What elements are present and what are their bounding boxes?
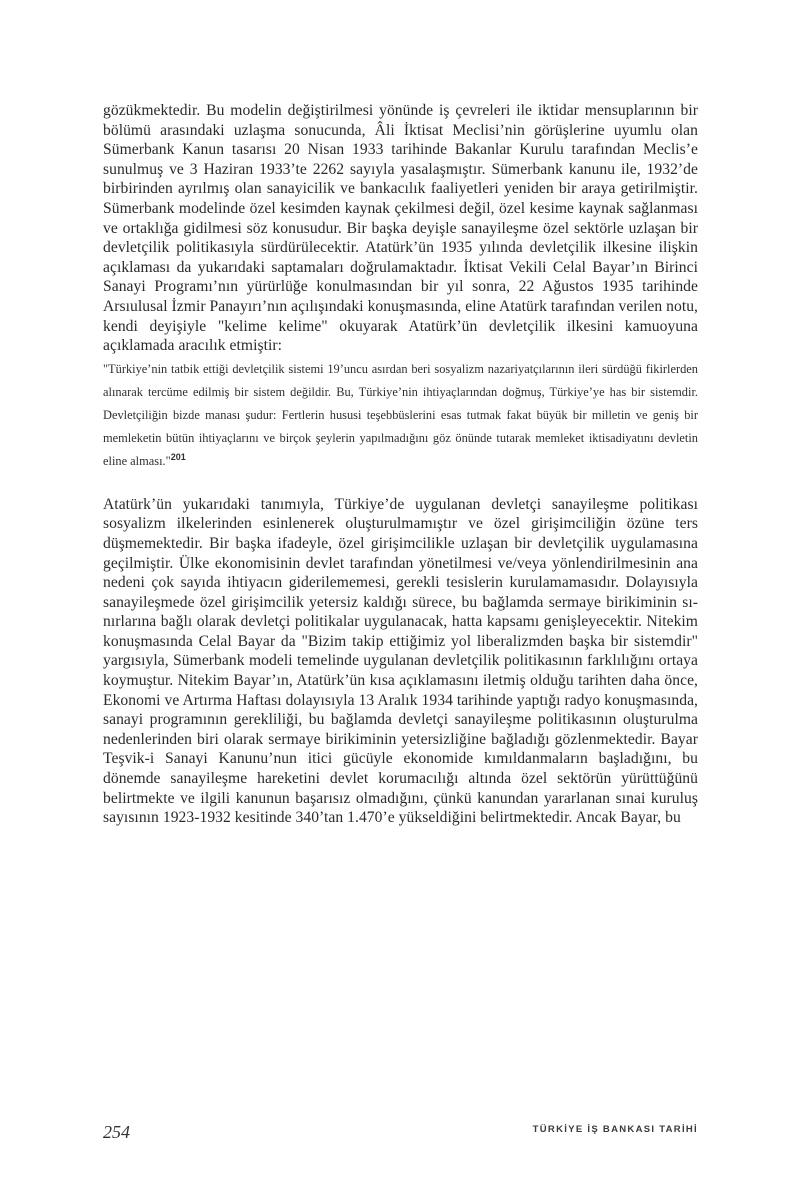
quote-text: "Türkiye’nin tatbik ettiği devletçilik sistemi 19’uncu asırdan beri sosyalizm nazariyatçılarının ileri sürdüğü fikirlerden alınarak tercüme edilmiş bir sistem değildir. Bu, Türkiye’nin ihtiyaçlarından doğmuş, Türkiye’ye has bir sistemdir. Devletçiliğin bizde manası şudur: Fertlerin hususi teşebbüslerini esas tutmak fakat büyük bir milletin ve geniş bir memleketin bütün ihtiyaçlarını ve birçok şeylerin yapılmadığını göz önünde tutarak memleket iktisadiyatını devletin eline alması." bbox=[103, 361, 698, 468]
block-quote bbox=[103, 358, 698, 473]
page-number: 254 bbox=[103, 1122, 130, 1142]
body-paragraph-1: gözükmektedir. Bu modelin değiştirilmesi yönünde iş çevreleri ile iktidar mensuplarının bir bölümü arasındaki uzlaşma sonucunda, Âli İktisat Meclisi’nin görüşlerine uyumlu olan Sümerbank Kanun tasarısı 20 Nisan 1933 tarihinde Bakanlar Kurulu tarafından Meclis’e sunulmuş ve 3 Haziran 1933’te 2262 sayıyla yasalaşmıştır. Sümerbank kanunu ile, 1932’de birbirinden ayrılmış olan sanayicilik ve bankacılık faaliyetleri yeniden bir araya getirilmiştir. Sümerbank modelinde özel kesimden kaynak çekilmesi değil, özel kesime kaynak sağlanması ve ortaklığa gidilmesi söz konusudur. Bir başka deyişle sanayileşme özel sektörle uzlaşan bir devletçilik politikasıyla sürdürülecektir. Atatürk’ün 1935 yılında devletçilik ilkesine ilişkin açıklaması da yukarıdaki saptamaları doğrulamaktadır. İktisat Vekili Celal Bayar’ın Birinci Sanayi Programı’nın yürürlüğe konulmasından bir yıl sonra, 22 Ağustos 1935 tarihinde Arsıulusal İzmir Panayırı’nın açılışındaki konuşmasında, eline Atatürk tarafından verilen notu, kendi deyişiyle "kelime kelime" okuyarak Atatürk’ün devletçilik ilkesini kamuoyuna açıklamada aracılık etmiştir: bbox=[103, 102, 698, 355]
running-title: TÜRKİYE İŞ BANKASI TARİHİ bbox=[532, 1124, 698, 1135]
page-body bbox=[103, 101, 698, 828]
body-paragraph-2: Atatürk’ün yukarıdaki tanımıyla, Türkiye’de uygulanan devletçi sanayileşme politikası sosyalizm ilkelerinden esinlenerek oluşturulmamıştır ve özel girişimciliğin özüne ters düşmemektedir. Bir başka ifadeyle, özel girişimcilikle uzlaşan bir devletçilik uygulamasına geçilmiştir. Ülke ekonomisinin devlet tarafından yönetilmesi ve/veya yönlendirilmesinin ana nedeni çok sayıda ihtiyacın giderilememesi, gerekli tesislerin kurulamamasıdır. Dolayısıyla sanayileşmede özel girişimcilik yetersiz kaldığı sürece, bu bağlamda sermaye birikiminin sınırlarına bağlı olarak devletçi politikalar uygulanacak, hatta kapsamı genişleyecektir. Nitekim konuşmasında Celal Bayar da "Bizim takip ettiğimiz yol liberalizmden başka bir sistemdir" yargısıyla, Sümerbank modeli temelinde uygulanan devletçilik politikasının farklılığını ortaya koymuştur. Nitekim Bayar’ın, Atatürk’ün kısa açıklamasını iletmiş olduğu tarihten daha önce, Ekonomi ve Artırma Haftası dolayısıyla 13 Aralık 1934 tarihinde yaptığı radyo konuşmasında, sanayi programının gerekliliği, bu bağlamda devletçi sanayileşme politikasının oluşturulma nedenlerinden biri olarak sermaye birikiminin yetersizliğine bağladığı gözlenmektedir. Bayar Teşvik-i Sanayi Kanunu’nun itici gücüyle ekonomide kımıldanmaların başladığını, bu dönemde sanayileşme hareketini devlet korumacılığı altında özel sektörün yürüttüğünü belirtmekte ve ilgili kanunun başarısız olmadığını, çünkü kanundan yararlanan sınai kuruluş sayısının 1923-1932 kesitinde 340’tan 1.470’e yükseldiğini belirtmektedir. Ancak Bayar, bu bbox=[103, 495, 698, 827]
footnote-reference[interactable]: 201 bbox=[170, 451, 186, 462]
page-footer bbox=[103, 1118, 698, 1148]
